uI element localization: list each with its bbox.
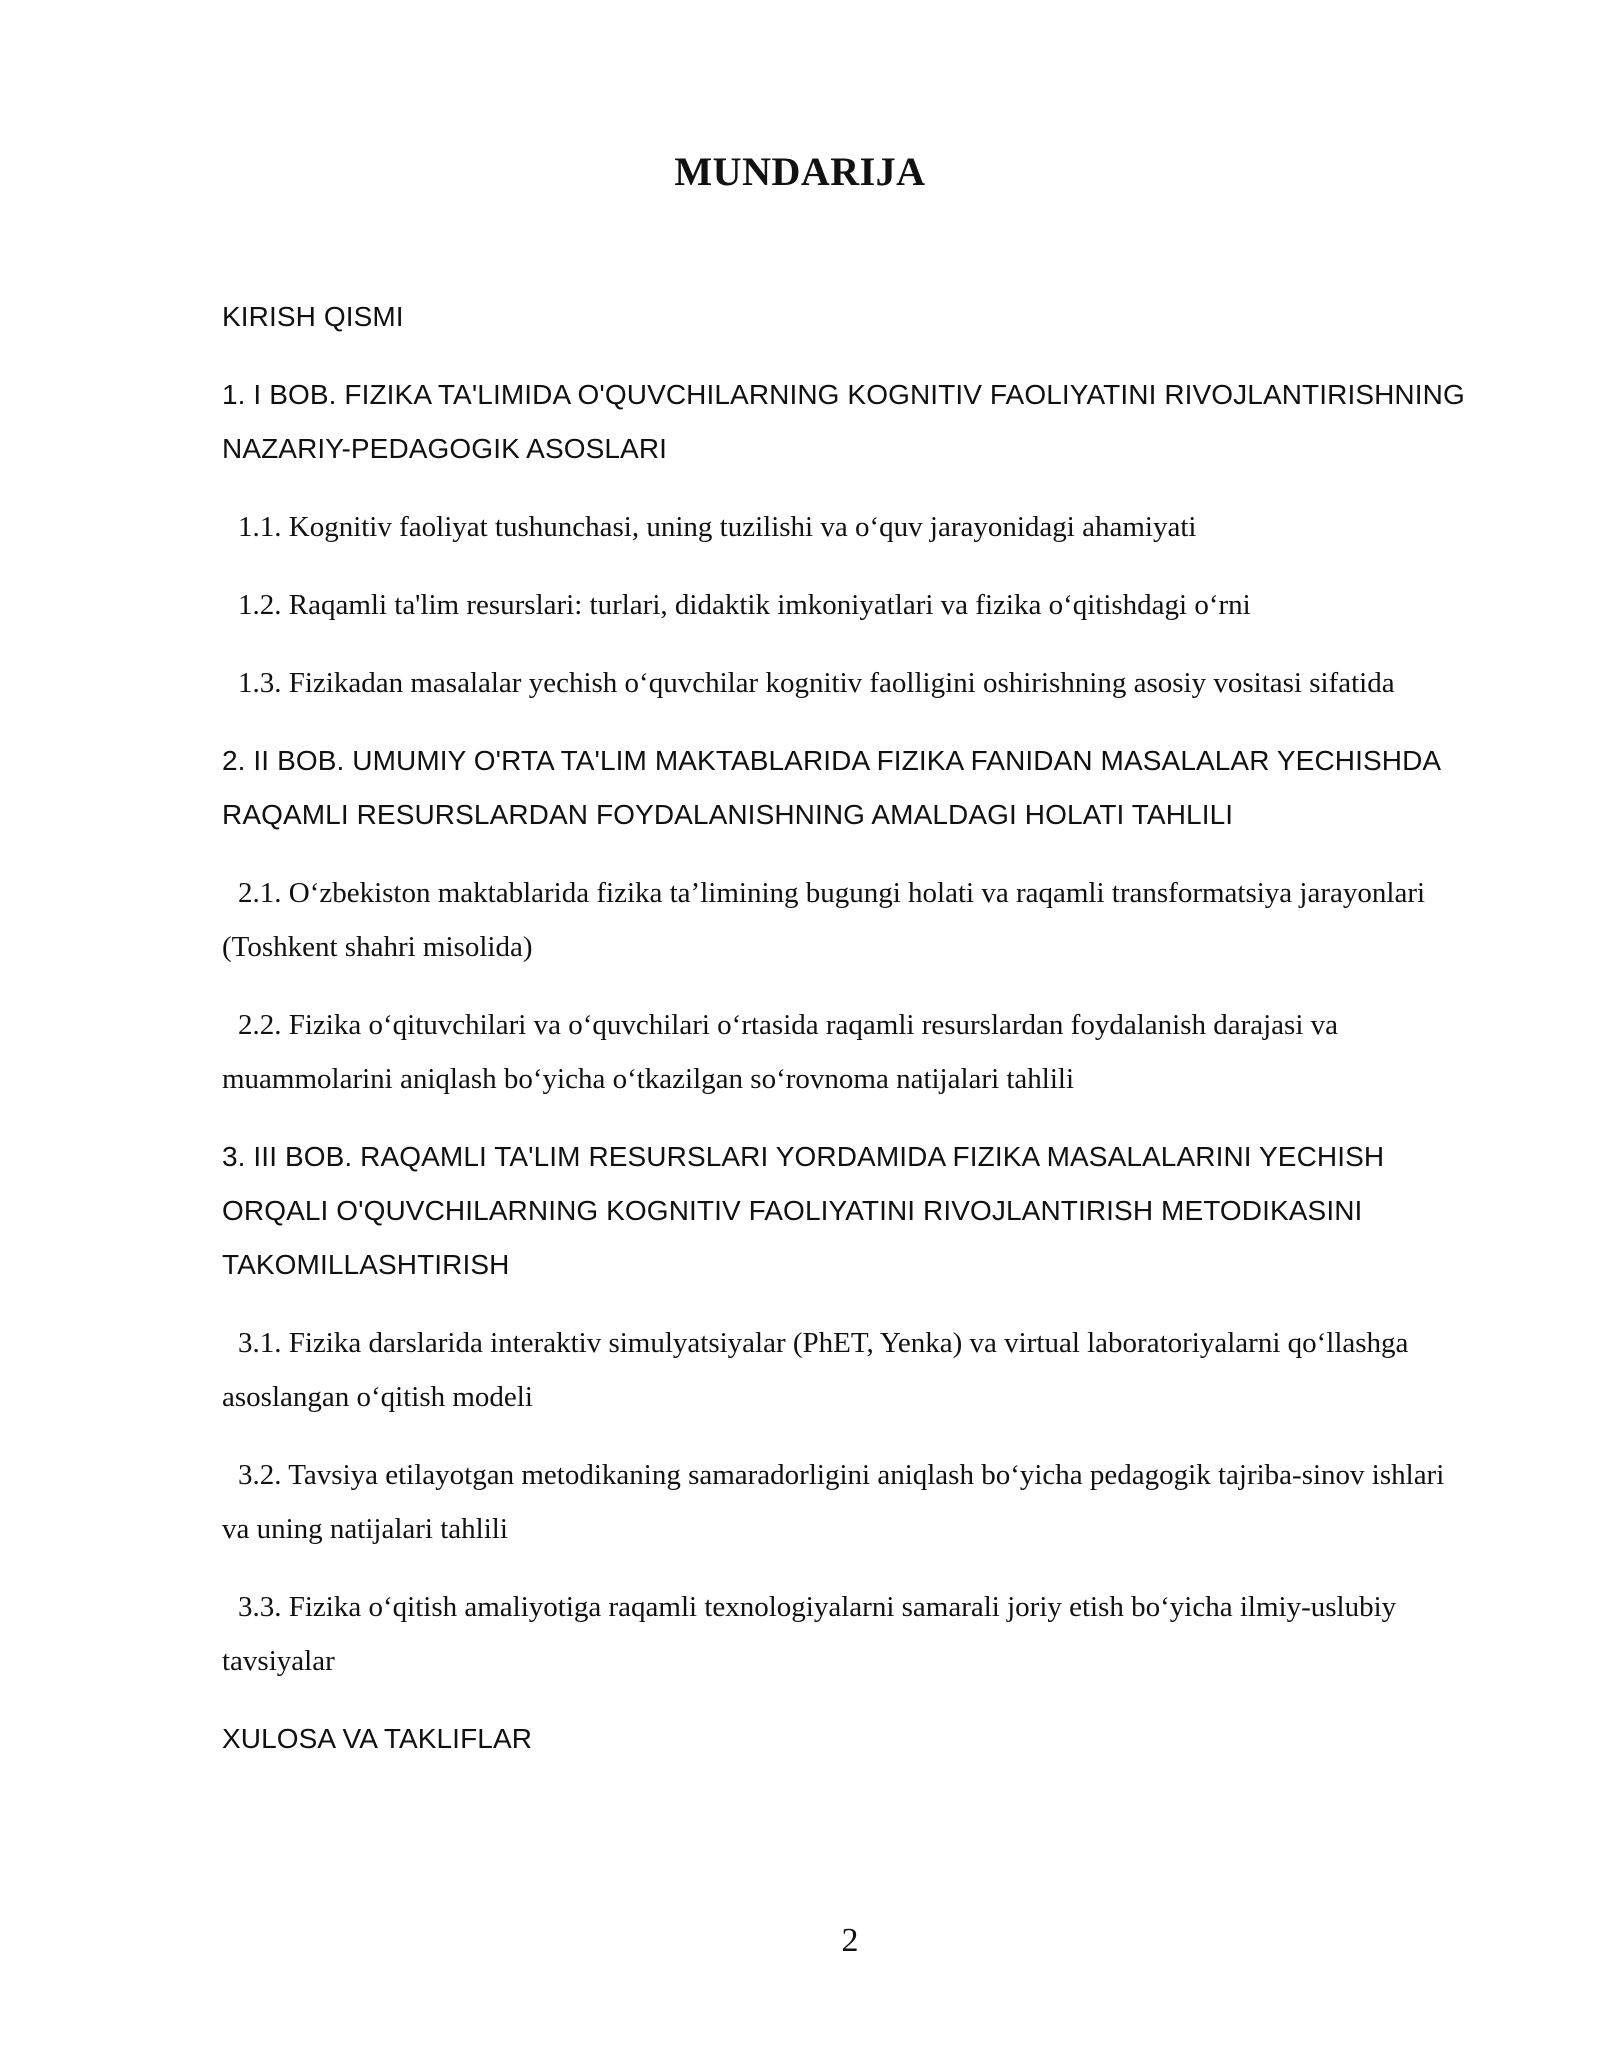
toc-section-1-2: 1.2. Raqamli ta'lim resurslari: turlari, didaktik imkoniyatlari va fizika o‘qitishdagi o‘rni — [238, 589, 1251, 621]
toc-intro: KIRISH QISMI — [222, 301, 404, 332]
toc-section-3-2: 3.2. Tavsiya etilayotgan metodikaning samaradorligini aniqlash bo‘yicha pedagogik tajriba-sinov ishlari va uning natijalari tahlili — [222, 1459, 1445, 1545]
toc-chapter-3: 3. III BOB. RAQAMLI TA'LIM RESURSLARI YORDAMIDA FIZIKA MASALALARINI YECHISH ORQALI O'QUVCHILARNING KOGNITIV FAOLIYATINI RIVOJLANTIRISH METODIKASINI TAKOMILLASHTIRISH — [222, 1141, 1385, 1280]
table-of-contents — [222, 290, 1472, 1790]
toc-chapter-2: 2. II BOB. UMUMIY O'RTA TA'LIM MAKTABLARIDA FIZIKA FANIDAN MASALALAR YECHISHDA RAQAMLI RESURSLARDAN FOYDALANISHNING AMALDAGI HOLATI TAHLILI — [222, 745, 1440, 830]
toc-section-2-1: 2.1. O‘zbekiston maktablarida fizika ta’limining bugungi holati va raqamli transformatsiya jarayonlari (Toshkent shahri misolida) — [222, 877, 1426, 963]
toc-section-2-2: 2.2. Fizika o‘qituvchilari va o‘quvchilari o‘rtasida raqamli resurslardan foydalanish darajasi va muammolarini aniqlash bo‘yicha o‘tkazilgan so‘rovnoma natijalari tahlili — [222, 1009, 1339, 1095]
page-number: 2 — [841, 1922, 859, 1959]
toc-section-1-1: 1.1. Kognitiv faoliyat tushunchasi, uning tuzilishi va o‘quv jarayonidagi ahamiyati — [238, 511, 1197, 543]
toc-conclusion: XULOSA VA TAKLIFLAR — [222, 1723, 533, 1754]
page-title: MUNDARIJA — [674, 149, 926, 194]
toc-chapter-1: 1. I BOB. FIZIKA TA'LIMIDA O'QUVCHILARNING KOGNITIV FAOLIYATINI RIVOJLANTIRISHNING NAZARIY-PEDAGOGIK ASOSLARI — [222, 379, 1465, 464]
toc-section-1-3: 1.3. Fizikadan masalalar yechish o‘quvchilar kognitiv faolligini oshirishning asosiy vositasi sifatida — [238, 667, 1395, 699]
toc-section-3-3: 3.3. Fizika o‘qitish amaliyotiga raqamli texnologiyalarni samarali joriy etish bo‘yicha ilmiy-uslubiy tavsiyalar — [222, 1591, 1397, 1677]
toc-section-3-1: 3.1. Fizika darslarida interaktiv simulyatsiyalar (PhET, Yenka) va virtual laboratoriyalarni qo‘llashga asoslangan o‘qitish modeli — [222, 1327, 1409, 1413]
